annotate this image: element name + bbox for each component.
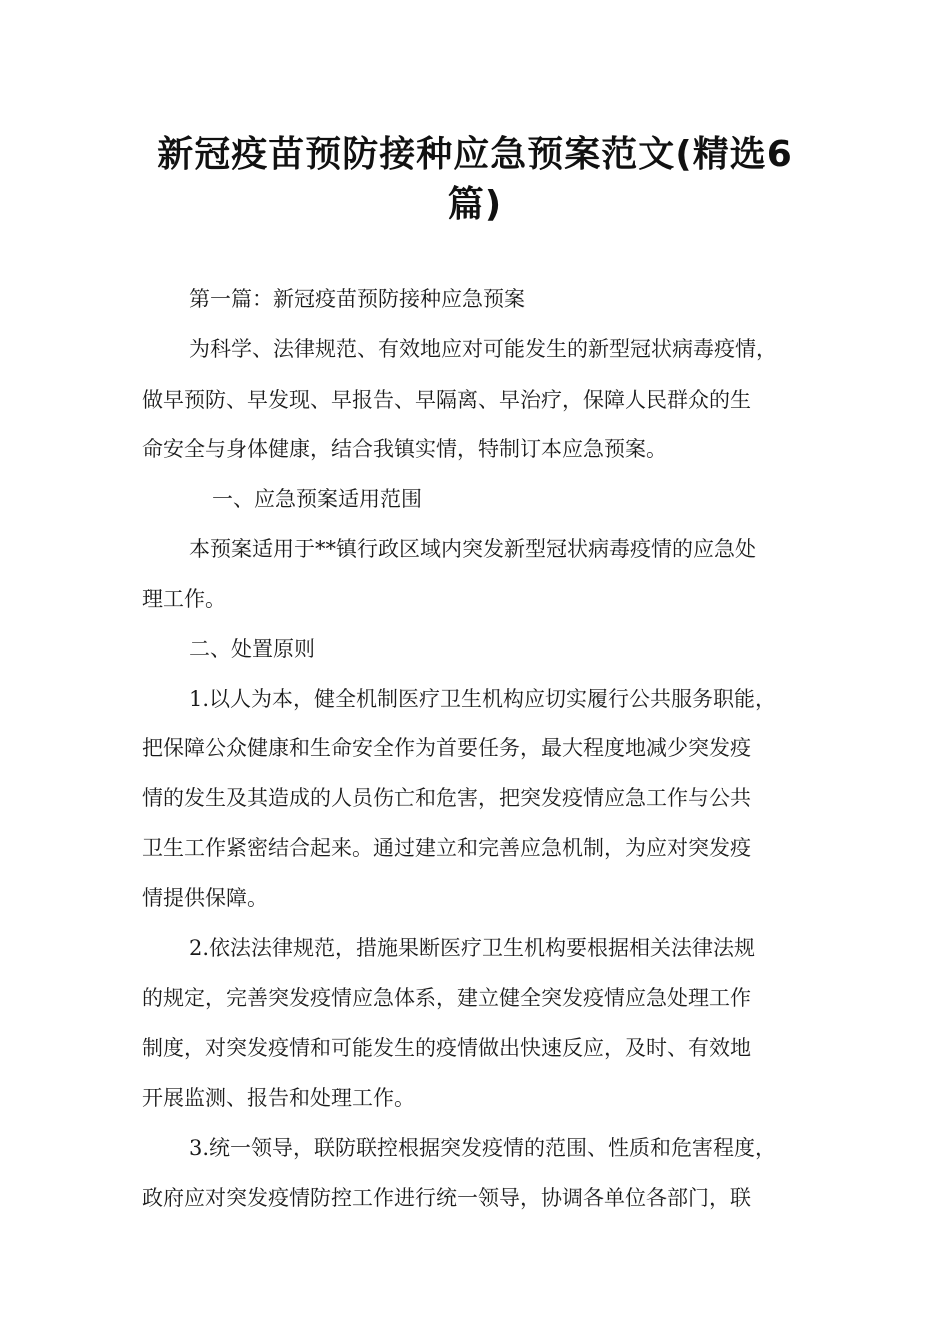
paragraph-line: 命安全与身体健康，结合我镇实情，特制订本应急预案。 bbox=[142, 437, 667, 461]
section-heading-2: 二、处置原则 bbox=[189, 637, 315, 661]
paragraph-line: 开展监测、报告和处理工作。 bbox=[142, 1086, 415, 1110]
paragraph-line: 为科学、法律规范、有效地应对可能发生的新型冠状病毒疫情， bbox=[189, 337, 777, 361]
paragraph-line: 政府应对突发疫情防控工作进行统一领导，协调各单位各部门，联 bbox=[142, 1186, 751, 1210]
paragraph-line: 情的发生及其造成的人员伤亡和危害，把突发疫情应急工作与公共 bbox=[142, 786, 751, 810]
paragraph-line: 3.统一领导，联防联控根据突发疫情的范围、性质和危害程度， bbox=[189, 1136, 777, 1160]
paragraph-line: 1.以人为本，健全机制医疗卫生机构应切实履行公共服务职能， bbox=[189, 687, 777, 711]
paragraph-line: 的规定，完善突发疫情应急体系，建立健全突发疫情应急处理工作 bbox=[142, 986, 751, 1010]
paragraph-line: 制度，对突发疫情和可能发生的疫情做出快速反应，及时、有效地 bbox=[142, 1036, 751, 1060]
section-heading-1: 一、应急预案适用范围 bbox=[212, 487, 422, 511]
paragraph-line: 做早预防、早发现、早报告、早隔离、早治疗，保障人民群众的生 bbox=[142, 388, 751, 412]
paragraph-line: 本预案适用于**镇行政区域内突发新型冠状病毒疫情的应急处 bbox=[189, 537, 756, 561]
document-title-line-1: 新冠疫苗预防接种应急预案范文(精选6 bbox=[157, 134, 793, 175]
paragraph-line: 卫生工作紧密结合起来。通过建立和完善应急机制，为应对突发疫 bbox=[142, 836, 751, 860]
section-heading-chapter-1: 第一篇：新冠疫苗预防接种应急预案 bbox=[189, 287, 525, 311]
paragraph-line: 把保障公众健康和生命安全作为首要任务，最大程度地减少突发疫 bbox=[142, 736, 751, 760]
paragraph-line: 情提供保障。 bbox=[142, 886, 268, 910]
document-title-line-2: 篇) bbox=[447, 184, 503, 225]
paragraph-line: 2.依法法律规范，措施果断医疗卫生机构要根据相关法律法规 bbox=[189, 936, 756, 960]
paragraph-line: 理工作。 bbox=[142, 587, 226, 611]
